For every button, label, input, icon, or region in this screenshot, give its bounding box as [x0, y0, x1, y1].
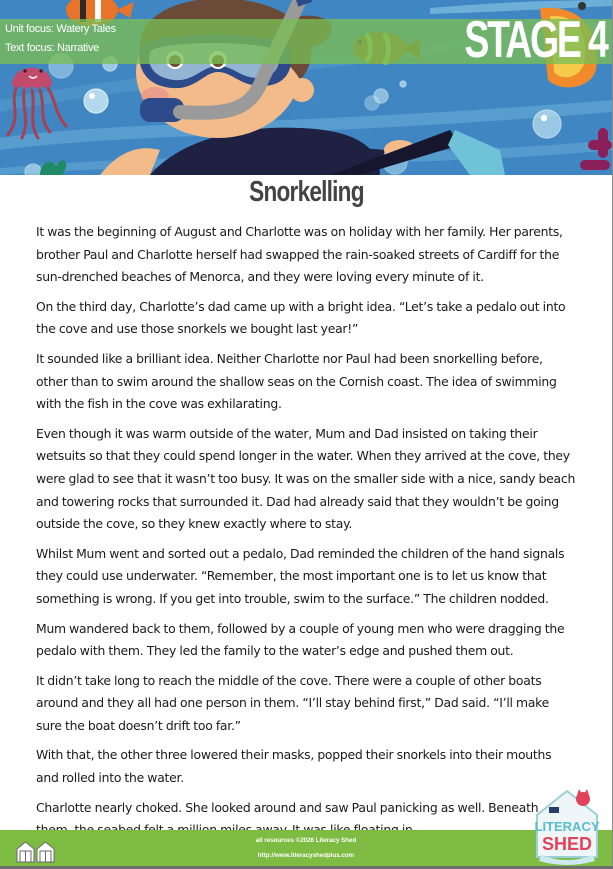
footer-copyright: all resources ©2026 Literacy Shed	[255, 837, 357, 844]
svg-text:LITERACY: LITERACY	[534, 819, 600, 834]
story-paragraph: Even though it was warm outside of the water, Mum and Dad insisted on taking their wetsuits so that they could spend longer in the water. When they arrived at the cove, they were glad to see that it wasn’t too busy. It was on the smaller side with a nice, sandy beach and towering rocks that surrounded it. Dad had already said that they wouldn’t be going outside the cove, so they knew exactly where to stay.	[36, 425, 576, 532]
story-paragraph: It didn’t take long to reach the middle of the cove. There were a couple of other boats around and they all had one person in them. “I’ll stay behind first,” Dad said. “I’ll make sure the boat doesn’t drift too far.”	[36, 672, 550, 733]
story-paragraph: With that, the other three lowered their masks, popped their snorkels into their mouths and rolled into the water.	[36, 747, 552, 786]
story-paragraph: On the third day, Charlotte’s dad came up with a bright idea. “Let’s take a pedalo out into the cove and use those snorkels we bought last year!”	[36, 298, 566, 337]
svg-text:SHED: SHED	[541, 834, 593, 854]
beach-huts-icon	[16, 841, 56, 863]
stage-label: STAGE 4	[464, 11, 607, 69]
story-paragraph: It was the beginning of August and Charlotte was on holiday with her family. Her parents, brother Paul and Charlotte herself had swapped the rain-soaked streets of Cardiff for the sun-drenched beaches of Menorca, and they were loving every minute of it.	[36, 224, 563, 285]
story-paragraph: Charlotte nearly choked. She looked around and saw Paul panicking as well. Beneath	[36, 799, 539, 815]
story-paragraph: It sounded like a brilliant idea. Neither Charlotte nor Paul had been snorkelling before, other than to swim around the shallow seas on the Cornish coast. The idea of swimming with the fish in the cove was exhilarating.	[36, 350, 557, 412]
literacy-shed-logo	[531, 785, 603, 865]
text-focus-label: Text focus: Narrative	[5, 42, 99, 54]
footer-bar	[0, 830, 612, 866]
story-title	[0, 176, 612, 209]
story-body	[36, 221, 576, 849]
story-paragraph: Mum wandered back to them, followed by a couple of young men who were dragging the pedalo with them. They led the family to the water’s edge and pushed them out.	[36, 620, 565, 659]
story-title-text: Snorkelling	[248, 176, 364, 208]
header-banner	[0, 0, 612, 175]
story-paragraph: Whilst Mum went and sorted out a pedalo, Dad reminded the children of the hand signals they could use underwater. “Remember, the most important one is to let us know that something is wrong. If you get into trouble, swim to the surface.” The children nodded.	[36, 545, 565, 606]
footer-url[interactable]: http://www.literacyshedplus.com	[257, 852, 355, 859]
unit-focus-label: Unit focus: Watery Tales	[5, 23, 116, 35]
